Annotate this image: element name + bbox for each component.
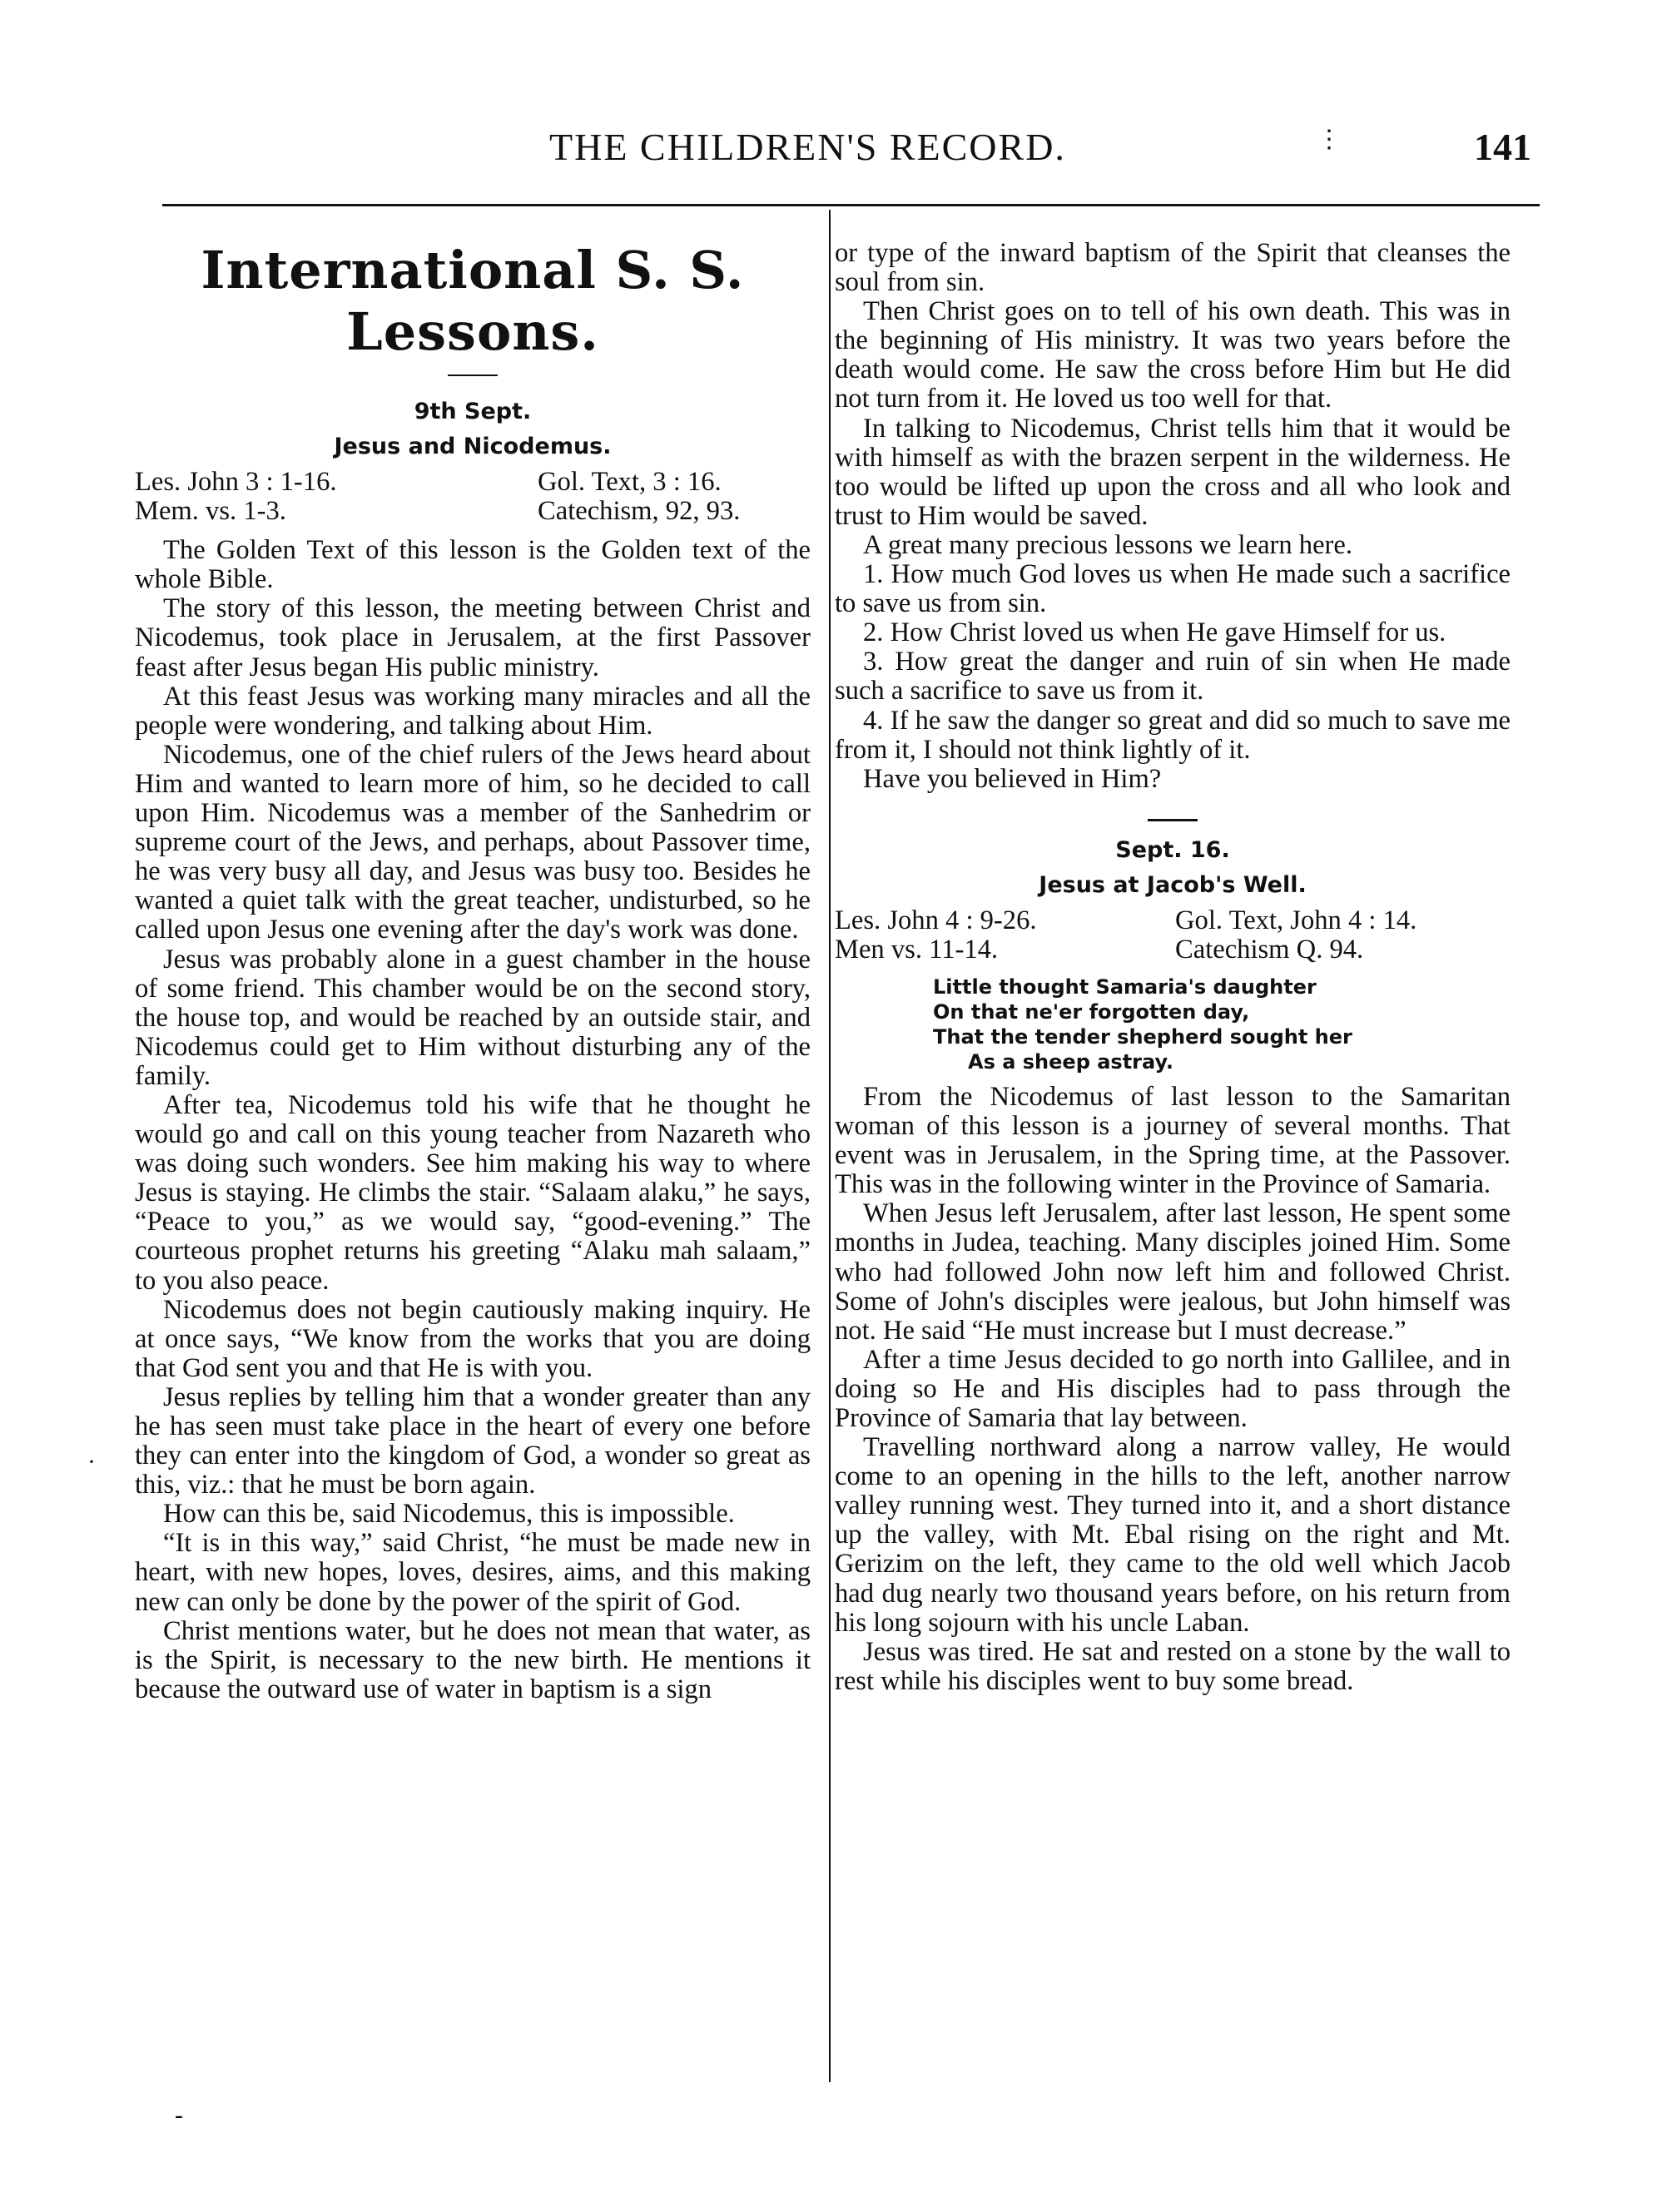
paragraph: Jesus was tired. He sat and rested on a stone by the wall to rest while his disciples went to buy some bread. — [835, 1636, 1511, 1696]
paragraph: or type of the inward baptism of the Spirit that cleanses the soul from sin. — [835, 238, 1511, 298]
poem-line: Little thought Samaria's daughter — [933, 975, 1317, 999]
paragraph: After a time Jesus decided to go north into Gallilee, and in doing so He and His disciples had to pass through the Province of Samaria that lay between. — [835, 1344, 1511, 1433]
poem-line: On that ne'er forgotten day, — [933, 999, 1250, 1024]
catechism-ref: Catechism, 92, 93. — [538, 496, 741, 527]
lesson-title: Jesus and Nicodemus. — [334, 434, 612, 459]
margin-dash: - — [175, 2101, 183, 2129]
lesson-date: 9th Sept. — [414, 399, 532, 424]
page-number: 141 — [1474, 126, 1531, 168]
memory-verses: Men vs. 11-14. — [835, 934, 999, 965]
right-column — [835, 239, 1511, 1696]
lesson-point: 4. If he saw the danger so great and did so much to save me from it, I should not think lightly of it. — [835, 705, 1511, 765]
paragraph: The story of this lesson, the meeting between Christ and Nicodemus, took place in Jerusalem, at the first Passover feast after Jesus began His public ministry. — [135, 593, 811, 682]
golden-text-ref: Gol. Text, John 4 : 14. — [1175, 905, 1417, 935]
paragraph: When Jesus left Jerusalem, after last lesson, He spent some months in Judea, teaching. Many disciples joined Him. Some who had followed John now left him and followed Christ. Some of John's disciples were jealous, but John himself was not. He said “He must increase but I must decrease.” — [835, 1198, 1511, 1346]
lesson-point: 2. How Christ loved us when He gave Himself for us. — [863, 617, 1446, 648]
paragraph: Nicodemus, one of the chief rulers of the Jews heard about Him and wanted to learn more of him, so he decided to call upon Him. Nicodemus was a member of the Sanhedrim or supreme court of the Jews, and perhaps, about Passover time, he was very busy all day, and Jesus was busy too. Besides he wanted a quiet talk with the great teacher, undisturbed, so he called upon Jesus one evening after the day's work was done. — [135, 739, 811, 945]
lesson-scripture: Les. John 4 : 9-26. — [835, 905, 1037, 935]
poem-line: As a sheep astray. — [968, 1049, 1174, 1074]
memory-verses: Mem. vs. 1-3. — [135, 496, 286, 527]
lesson-point: 3. How great the danger and ruin of sin when He made such a sacrifice to save us from it. — [835, 647, 1511, 707]
paragraph: Jesus was probably alone in a guest chamber in the house of some friend. This chamber would be on the second story, the house top, and would be reached by an outside stair, and Nicodemus could get to Him without disturbing any of the family. — [135, 944, 811, 1091]
lesson-title: Jesus at Jacob's Well. — [1039, 871, 1307, 898]
lesson-references — [135, 468, 811, 526]
left-column — [135, 240, 811, 1704]
paragraph: “It is in this way,” said Christ, “he must be made new in heart, with new hopes, loves, desires, aims, and this making new can only be done by the power of the spirit of God. — [135, 1528, 811, 1617]
lesson-date: Sept. 16. — [1115, 836, 1230, 863]
paragraph: Have you believed in Him? — [863, 763, 1162, 794]
paragraph: After tea, Nicodemus told his wife that he thought he would go and call on this young teacher from Nazareth who was doing such wonders. See him making his way to where Jesus is staying. He climbs the stair. “Salaam alaku,” he says, “Peace to you,” as we would say, “good-evening.” The courteous prophet returns his greeting “Alaku mah salaam,” to you also peace. — [135, 1089, 811, 1296]
paragraph: At this feast Jesus was working many miracles and all the people were wondering, and talking about Him. — [135, 681, 811, 741]
masthead: International S. S. Lessons. — [201, 240, 745, 362]
paragraph: Christ mentions water, but he does not mean that water, as is the Spirit, is necessary to the new birth. He mentions it because the outward use of water in baptism is a sign — [135, 1615, 811, 1704]
paragraph: Then Christ goes on to tell of his own death. This was in the beginning of His ministry. It was two years before the death would come. He saw the cross before Him but He did not turn from it. He loved us too well for that. — [835, 296, 1511, 414]
paragraph: The Golden Text of this lesson is the Golden text of the whole Bible. — [135, 535, 811, 595]
paragraph: Travelling northward along a narrow valley, He would come to an opening in the hills to the left, another narrow valley running west. They turned into it, and a short distance up the valley, with Mt. Ebal rising on the right and Mt. Gerizim on the left, they came to the old well which Jacob had dug nearly two thousand years before, on his return from his long sojourn with his uncle Laban. — [835, 1432, 1511, 1638]
poem-line: That the tender shepherd sought her — [933, 1024, 1352, 1049]
poem — [933, 975, 1511, 1074]
running-title: THE CHILDREN'S RECORD. — [549, 126, 1066, 168]
masthead-rule — [448, 374, 498, 376]
margin-dot: · — [87, 1448, 96, 1475]
paragraph: How can this be, said Nicodemus, this is impossible. — [163, 1499, 735, 1530]
column-divider — [829, 210, 831, 2082]
lesson-scripture: Les. John 3 : 1-16. — [135, 467, 337, 497]
lesson-references — [835, 906, 1511, 965]
golden-text-ref: Gol. Text, 3 : 16. — [538, 467, 722, 497]
paragraph: From the Nicodemus of last lesson to the Samaritan woman of this lesson is a journey of several months. That event was in Jerusalem, in the Spring time, at the Passover. This was in the following winter in the Province of Samaria. — [835, 1081, 1511, 1200]
paragraph: In talking to Nicodemus, Christ tells him that it would be with himself as with the brazen serpent in the wilderness. He too would be lifted up upon the cross and all who look and trust to Him would be saved. — [835, 413, 1511, 531]
lesson-point: 1. How much God loves us when He made such a sacrifice to save us from sin. — [835, 559, 1511, 619]
section-rule — [1148, 819, 1198, 821]
paragraph: A great many precious lessons we learn here. — [863, 529, 1353, 560]
paragraph: Jesus replies by telling him that a wonder greater than any he has seen must take place in the heart of every one before they can enter into the kingdom of God, a wonder so great as this, viz.: that he must be born again. — [135, 1381, 811, 1500]
header-rule — [162, 204, 1540, 206]
catechism-ref: Catechism Q. 94. — [1175, 934, 1364, 965]
speck-mark: ⋮ — [1317, 126, 1342, 153]
paragraph: Nicodemus does not begin cautiously making inquiry. He at once says, “We know from the works that you are doing that God sent you and that He is with you. — [135, 1294, 811, 1383]
